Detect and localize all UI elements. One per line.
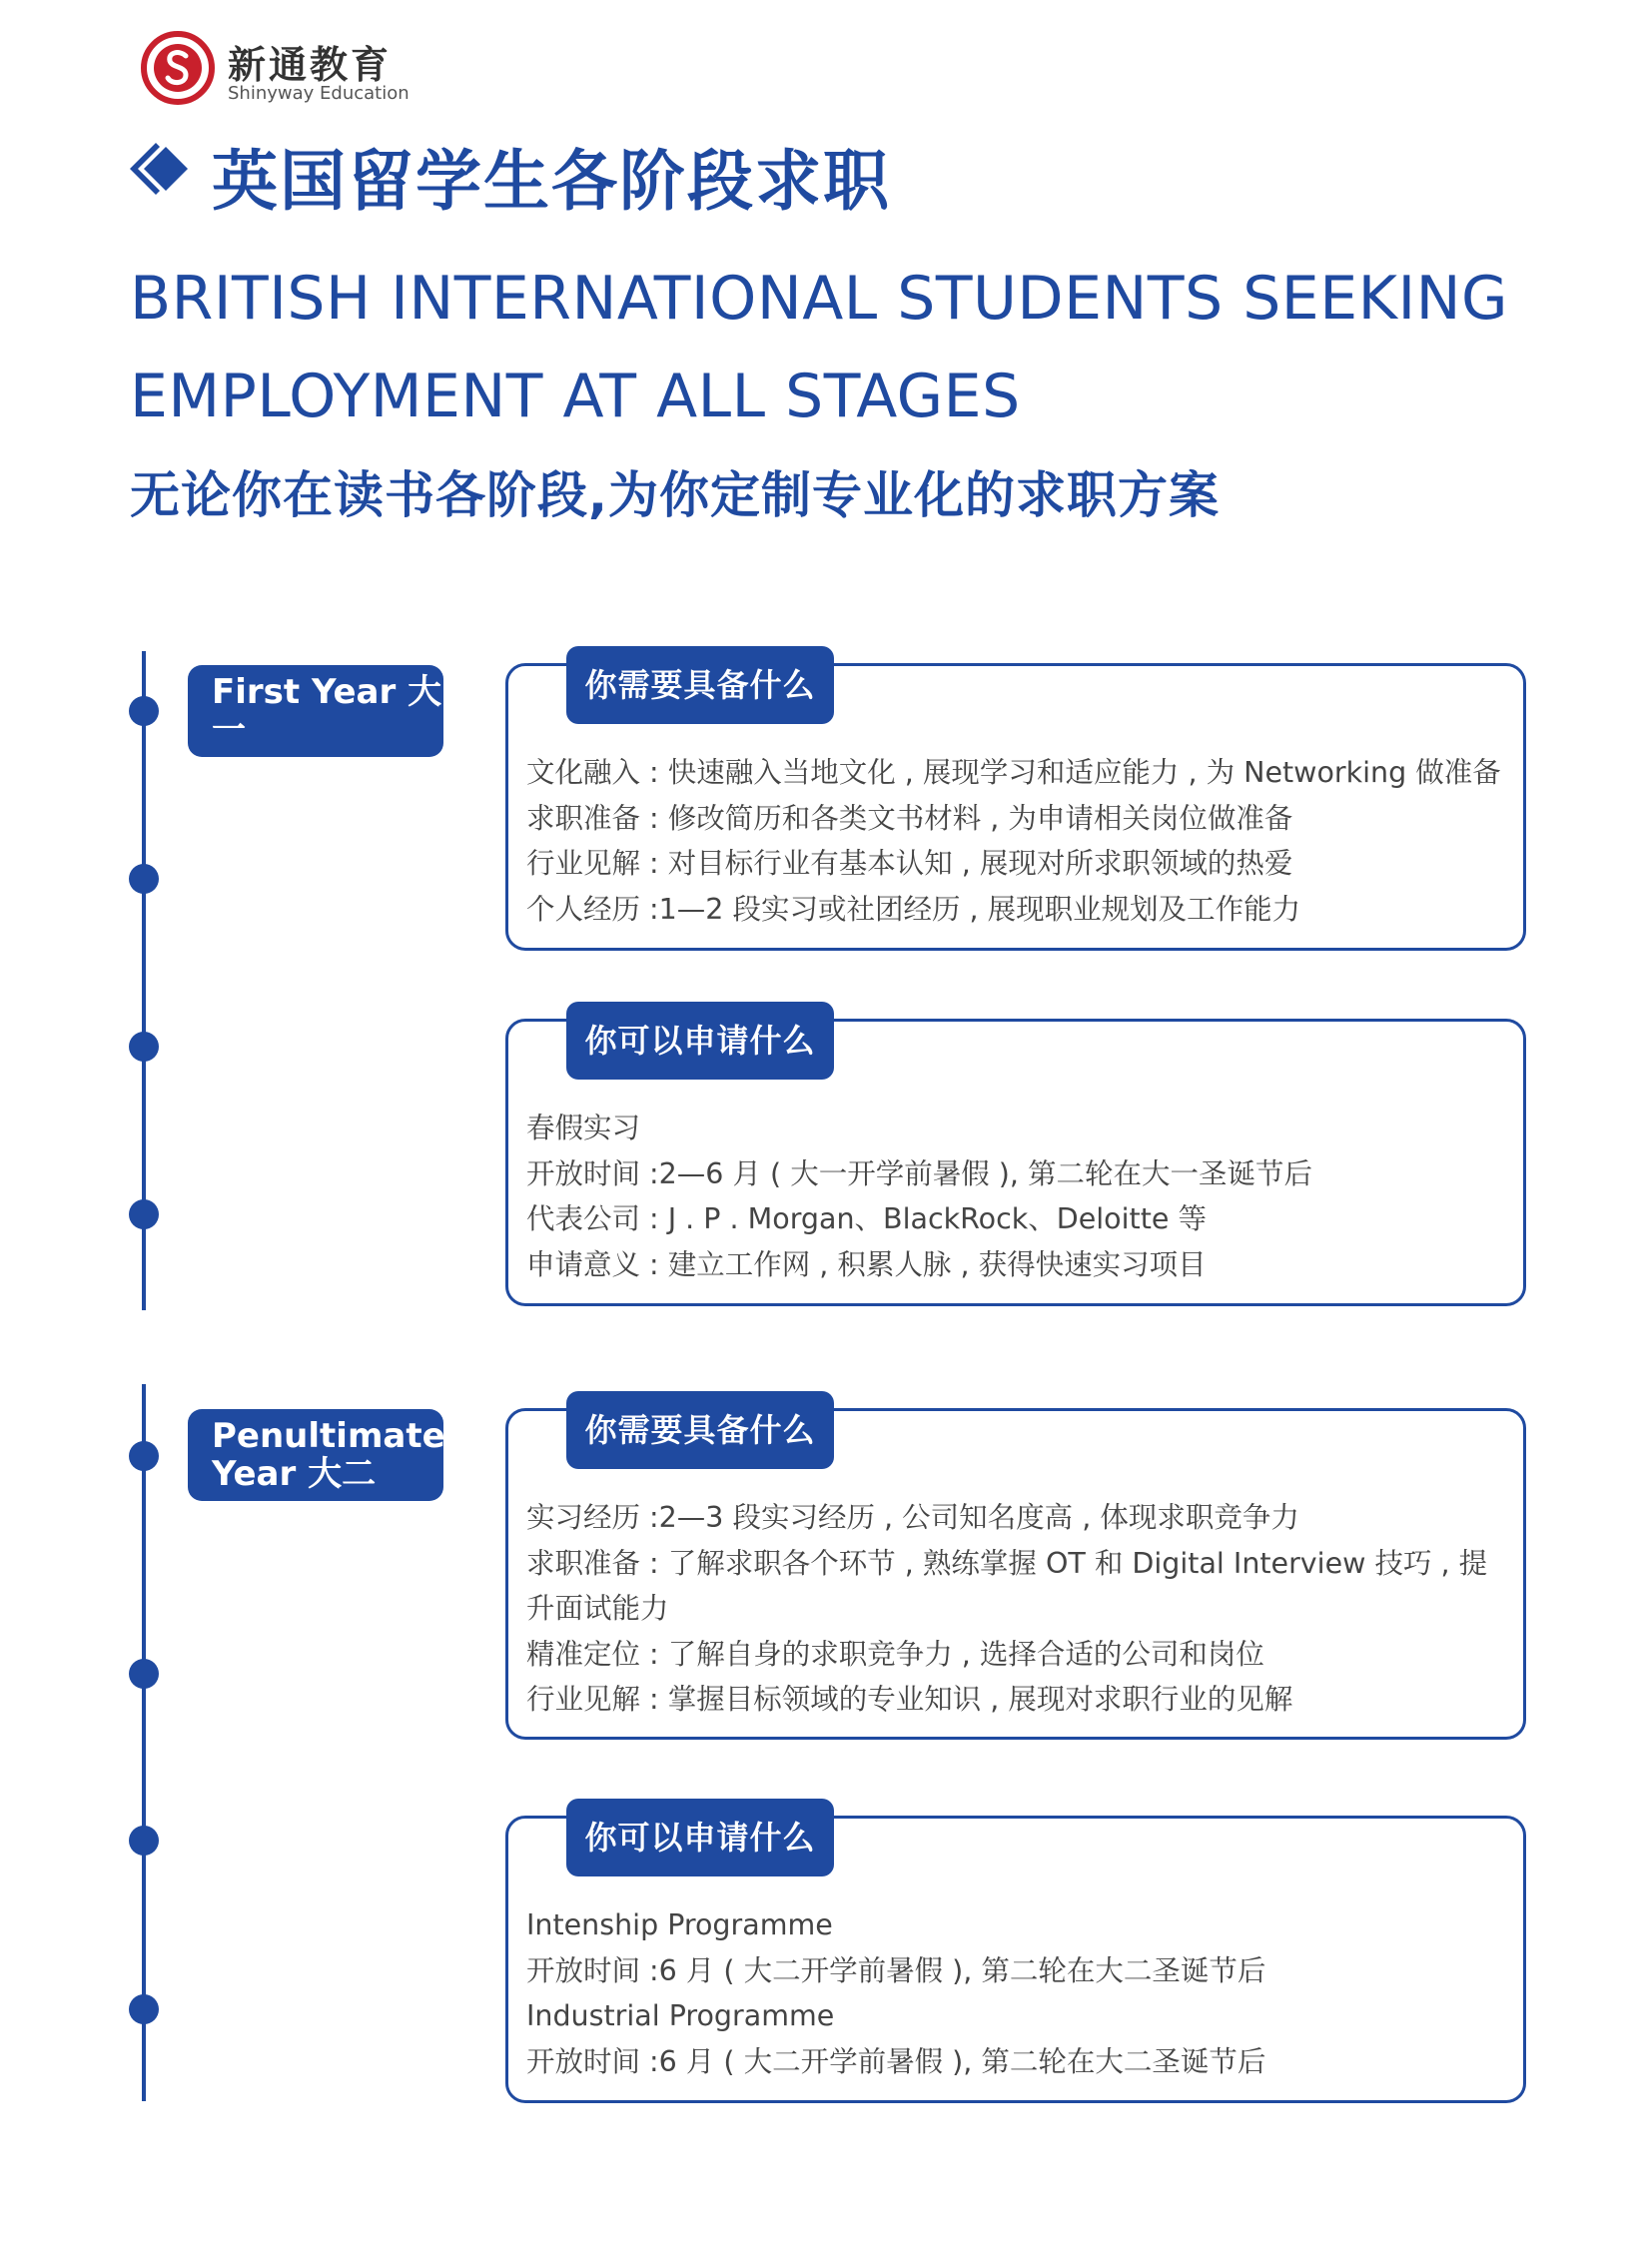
- card-line: 求职准备 : 修改简历和各类文书材料 , 为申请相关岗位做准备: [526, 801, 1293, 835]
- card-line: Industrial Programme: [526, 1999, 835, 2032]
- stage-label-first-year: First Year 大一: [188, 665, 443, 757]
- brand-logo: [140, 28, 410, 108]
- applications-card: [505, 1816, 1526, 2103]
- card-title: 你需要具备什么: [566, 646, 834, 724]
- card-title: 你需要具备什么: [566, 1391, 834, 1469]
- card-line: 个人经历 :1—2 段实习或社团经历 , 展现职业规划及工作能力: [526, 892, 1301, 926]
- timeline-dot: [129, 1441, 159, 1471]
- card-title: 你可以申请什么: [566, 1002, 834, 1080]
- timeline-dot: [129, 1032, 159, 1062]
- card-line: 开放时间 :6 月 ( 大二开学前暑假 ), 第二轮在大二圣诞节后: [526, 2044, 1266, 2078]
- timeline-dot: [129, 864, 159, 894]
- card-line: 实习经历 :2—3 段实习经历 , 公司知名度高 , 体现求职竞争力: [526, 1501, 1299, 1534]
- card-line: 申请意义 : 建立工作网 , 积累人脉 , 获得快速实习项目: [526, 1247, 1207, 1281]
- card-line: 求职准备 : 了解求职各个环节 , 熟练掌握 OT 和 Digital Interview 技巧 , 提升面试能力: [526, 1546, 1488, 1625]
- diamond-icon: [126, 136, 192, 202]
- card-body: [526, 1106, 1505, 1287]
- card-body: [526, 1495, 1505, 1723]
- card-body: [526, 750, 1505, 932]
- logo-chinese-name: 新通教育: [228, 43, 393, 87]
- card-line: 开放时间 :2—6 月 ( 大一开学前暑假 ), 第二轮在大一圣诞节后: [526, 1156, 1313, 1190]
- card-line: 精准定位 : 了解自身的求职竞争力 , 选择合适的公司和岗位: [526, 1637, 1264, 1671]
- logo-english-name: Shinyway Education: [228, 83, 410, 104]
- applications-card: [505, 1019, 1526, 1306]
- card-line: 文化融入 : 快速融入当地文化 , 展现学习和适应能力 , 为 Networking 做准备: [526, 756, 1501, 789]
- card-line: 行业见解 : 掌握目标领域的专业知识 , 展现对求职行业的见解: [526, 1683, 1293, 1716]
- card-line: 春假实习: [526, 1112, 641, 1144]
- card-body: [526, 1902, 1505, 2084]
- card-line: 开放时间 :6 月 ( 大二开学前暑假 ), 第二轮在大二圣诞节后: [526, 1953, 1266, 1987]
- card-line: 行业见解 : 对目标行业有基本认知 , 展现对所求职领域的热爱: [526, 847, 1293, 880]
- timeline-dot: [129, 1994, 159, 2024]
- page-title-en: BRITISH INTERNATIONAL STUDENTS SEEKING EMPLOYMENT AT ALL STAGES: [130, 264, 1509, 431]
- timeline-dot: [129, 1659, 159, 1689]
- stage-label-penultimate-year: Penultimate Year 大二: [188, 1409, 443, 1501]
- timeline-dot: [129, 696, 159, 726]
- card-line: Intenship Programme: [526, 1908, 833, 1941]
- page-title-cn: 英国留学生各阶段求职: [212, 143, 891, 220]
- requirements-card: [505, 663, 1526, 951]
- card-line: 代表公司 : J . P . Morgan、BlackRock、Deloitte 等: [526, 1202, 1207, 1235]
- timeline-dot: [129, 1826, 159, 1856]
- card-title: 你可以申请什么: [566, 1799, 834, 1876]
- timeline-dot: [129, 1199, 159, 1229]
- shinyway-logo-icon: [140, 30, 216, 106]
- requirements-card: [505, 1408, 1526, 1740]
- page-subtitle: 无论你在读书各阶段,为你定制专业化的求职方案: [130, 466, 1220, 524]
